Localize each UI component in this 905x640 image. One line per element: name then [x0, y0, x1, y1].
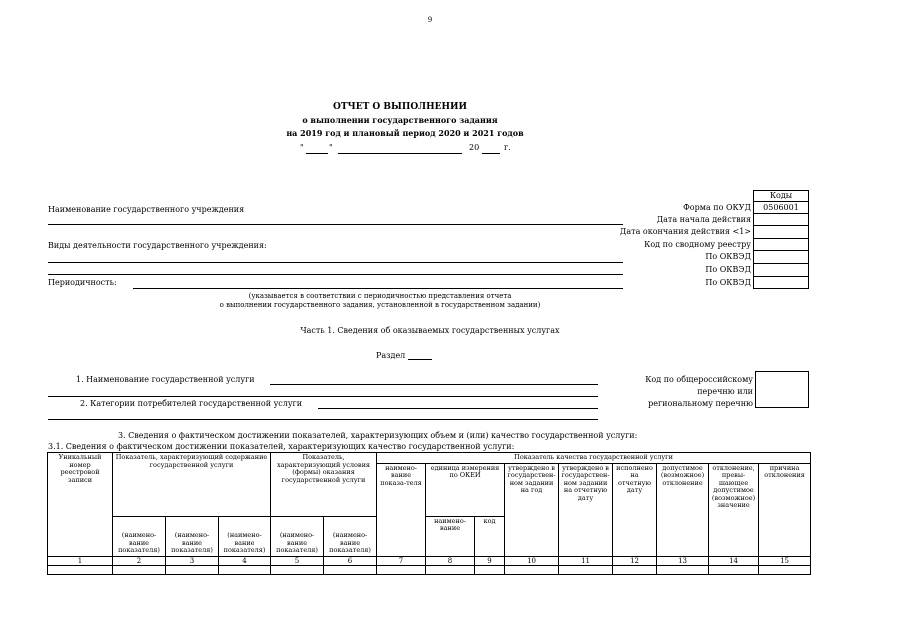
- start-date-label: Дата начала действия: [656, 215, 751, 224]
- th-approved-date: утверждено в государствен-ном задании на отчетную дату: [559, 463, 613, 556]
- th-sub-name-4: (наимено-вание показателя): [271, 516, 324, 556]
- codes-divider: [753, 250, 809, 251]
- codes-divider: [753, 263, 809, 264]
- activity-types-label: Виды деятельности государственного учреждения:: [48, 241, 267, 250]
- col-number: 15: [759, 556, 811, 565]
- col-number: 11: [559, 556, 613, 565]
- empty-cell[interactable]: [613, 565, 657, 574]
- th-quality-indicator: Показатель качества государственной услуги: [377, 453, 811, 464]
- service-name-label: 1. Наименование государственной услуги: [76, 375, 255, 384]
- okved-label-2: По ОКВЭД: [705, 265, 751, 274]
- okud-code: 0506001: [763, 203, 799, 212]
- date-day-line: [306, 153, 328, 154]
- date-year-line: [482, 153, 500, 154]
- date-year-suffix: г.: [504, 143, 511, 152]
- activity-types-line-2[interactable]: [48, 274, 623, 275]
- th-sub-name-5: (наимено-вание показателя): [324, 516, 377, 556]
- th-unit-code: код: [475, 516, 505, 556]
- th-reason: причина отклонения: [759, 463, 811, 556]
- th-approved-year: утверждено в государствен-ном задании на год: [505, 463, 559, 556]
- empty-cell[interactable]: [559, 565, 613, 574]
- th-registry-number: Уникальный номер реестровой записи: [48, 453, 113, 557]
- col-number: 1: [48, 556, 113, 565]
- empty-cell[interactable]: [759, 565, 811, 574]
- th-sub-name-2: (наимено-вание показателя): [166, 516, 219, 556]
- consolidated-registry-label: Код по сводному реестру: [644, 240, 751, 249]
- empty-cell[interactable]: [166, 565, 219, 574]
- th-executed: исполнено на отчетную дату: [613, 463, 657, 556]
- date-year-prefix: 20: [469, 143, 480, 152]
- section-label: Раздел: [376, 351, 406, 360]
- report-title: ОТЧЕТ О ВЫПОЛНЕНИИ: [332, 102, 467, 112]
- report-subtitle: о выполнении государственного задания: [302, 115, 498, 125]
- th-unit: единица измерения по ОКЕИ: [426, 463, 505, 516]
- empty-cell[interactable]: [475, 565, 505, 574]
- th-allowed-deviation: допустимое (возможное) отклонение: [657, 463, 709, 556]
- empty-cell[interactable]: [657, 565, 709, 574]
- registry-code-label-1: Код по общероссийскому: [645, 375, 753, 384]
- empty-cell[interactable]: [426, 565, 475, 574]
- col-number: 5: [271, 556, 324, 565]
- empty-cell[interactable]: [271, 565, 324, 574]
- section3-1-heading: 3.1. Сведения о фактическом достижении показателей, характеризующих качество государственной услуги:: [48, 442, 515, 451]
- col-number: 13: [657, 556, 709, 565]
- codes-header: Коды: [769, 191, 793, 200]
- col-number: 8: [426, 556, 475, 565]
- col-number: 14: [709, 556, 759, 565]
- date-close-quote: ": [329, 143, 333, 152]
- end-date-label: Дата окончания действия <1>: [619, 227, 751, 236]
- codes-divider: [753, 225, 809, 226]
- institution-name-line[interactable]: [48, 224, 623, 225]
- th-conditions-indicator: Показатель, характеризующий условия (формы) оказания государственной услуги: [271, 453, 377, 517]
- registry-code-box[interactable]: [755, 371, 809, 408]
- th-content-indicator: Показатель, характеризующий содержание государственной услуги: [113, 453, 271, 517]
- th-exceeding-deviation: отклонение, превы-шающее допустимое (возможное) значение: [709, 463, 759, 556]
- col-number: 3: [166, 556, 219, 565]
- col-number: 7: [377, 556, 426, 565]
- col-number: 2: [113, 556, 166, 565]
- empty-cell[interactable]: [219, 565, 271, 574]
- okved-label-3: По ОКВЭД: [705, 278, 751, 287]
- col-number: 12: [613, 556, 657, 565]
- table-row[interactable]: [48, 565, 811, 574]
- periodicity-note-2: о выполнении государственного задания, установленной в государственном задании): [219, 301, 541, 309]
- empty-cell[interactable]: [505, 565, 559, 574]
- page-number: 9: [427, 16, 433, 24]
- okved-label-1: По ОКВЭД: [705, 252, 751, 261]
- date-month-line: [338, 153, 462, 154]
- col-number: 10: [505, 556, 559, 565]
- th-sub-name-3: (наимено-вание показателя): [219, 516, 271, 556]
- codes-divider: [753, 276, 809, 277]
- consumers-label: 2. Категории потребителей государственной услуги: [80, 399, 303, 408]
- col-number: 6: [324, 556, 377, 565]
- empty-cell[interactable]: [48, 565, 113, 574]
- codes-divider: [753, 213, 809, 214]
- date-open-quote: ": [300, 143, 304, 152]
- empty-cell[interactable]: [113, 565, 166, 574]
- periodicity-label: Периодичность:: [48, 278, 117, 287]
- codes-divider: [753, 201, 809, 202]
- periodicity-note-1: (указывается в соответствии с периодичностью представления отчета: [248, 292, 512, 300]
- th-indicator-name: наимено-вание показа-теля: [377, 463, 426, 556]
- quality-indicators-table: [47, 452, 811, 575]
- service-name-line-2[interactable]: [48, 396, 598, 397]
- col-number: 4: [219, 556, 271, 565]
- section-number-line[interactable]: [408, 359, 432, 360]
- empty-cell[interactable]: [377, 565, 426, 574]
- consumers-line-1[interactable]: [318, 408, 598, 409]
- empty-cell[interactable]: [324, 565, 377, 574]
- part1-heading: Часть 1. Сведения об оказываемых государственных услугах: [300, 326, 560, 335]
- periodicity-line[interactable]: [133, 288, 623, 289]
- codes-divider: [753, 238, 809, 239]
- report-period: на 2019 год и плановый период 2020 и 2021 годов: [286, 128, 524, 138]
- registry-code-label-3: региональному перечню: [648, 399, 753, 408]
- section3-heading: 3. Сведения о фактическом достижении показателей, характеризующих объем и (или) качество государственной услуги:: [118, 431, 638, 440]
- consumers-line-2[interactable]: [48, 419, 598, 420]
- empty-cell[interactable]: [709, 565, 759, 574]
- th-unit-name: наимено-вание: [426, 516, 475, 556]
- registry-code-label-2: перечню или: [697, 387, 753, 396]
- institution-name-label: Наименование государственного учреждения: [48, 205, 245, 214]
- okud-label: Форма по ОКУД: [683, 203, 751, 212]
- th-sub-name-1: (наимено-вание показателя): [113, 516, 166, 556]
- service-name-line-1[interactable]: [270, 384, 598, 385]
- activity-types-line-1[interactable]: [48, 262, 623, 263]
- col-number: 9: [475, 556, 505, 565]
